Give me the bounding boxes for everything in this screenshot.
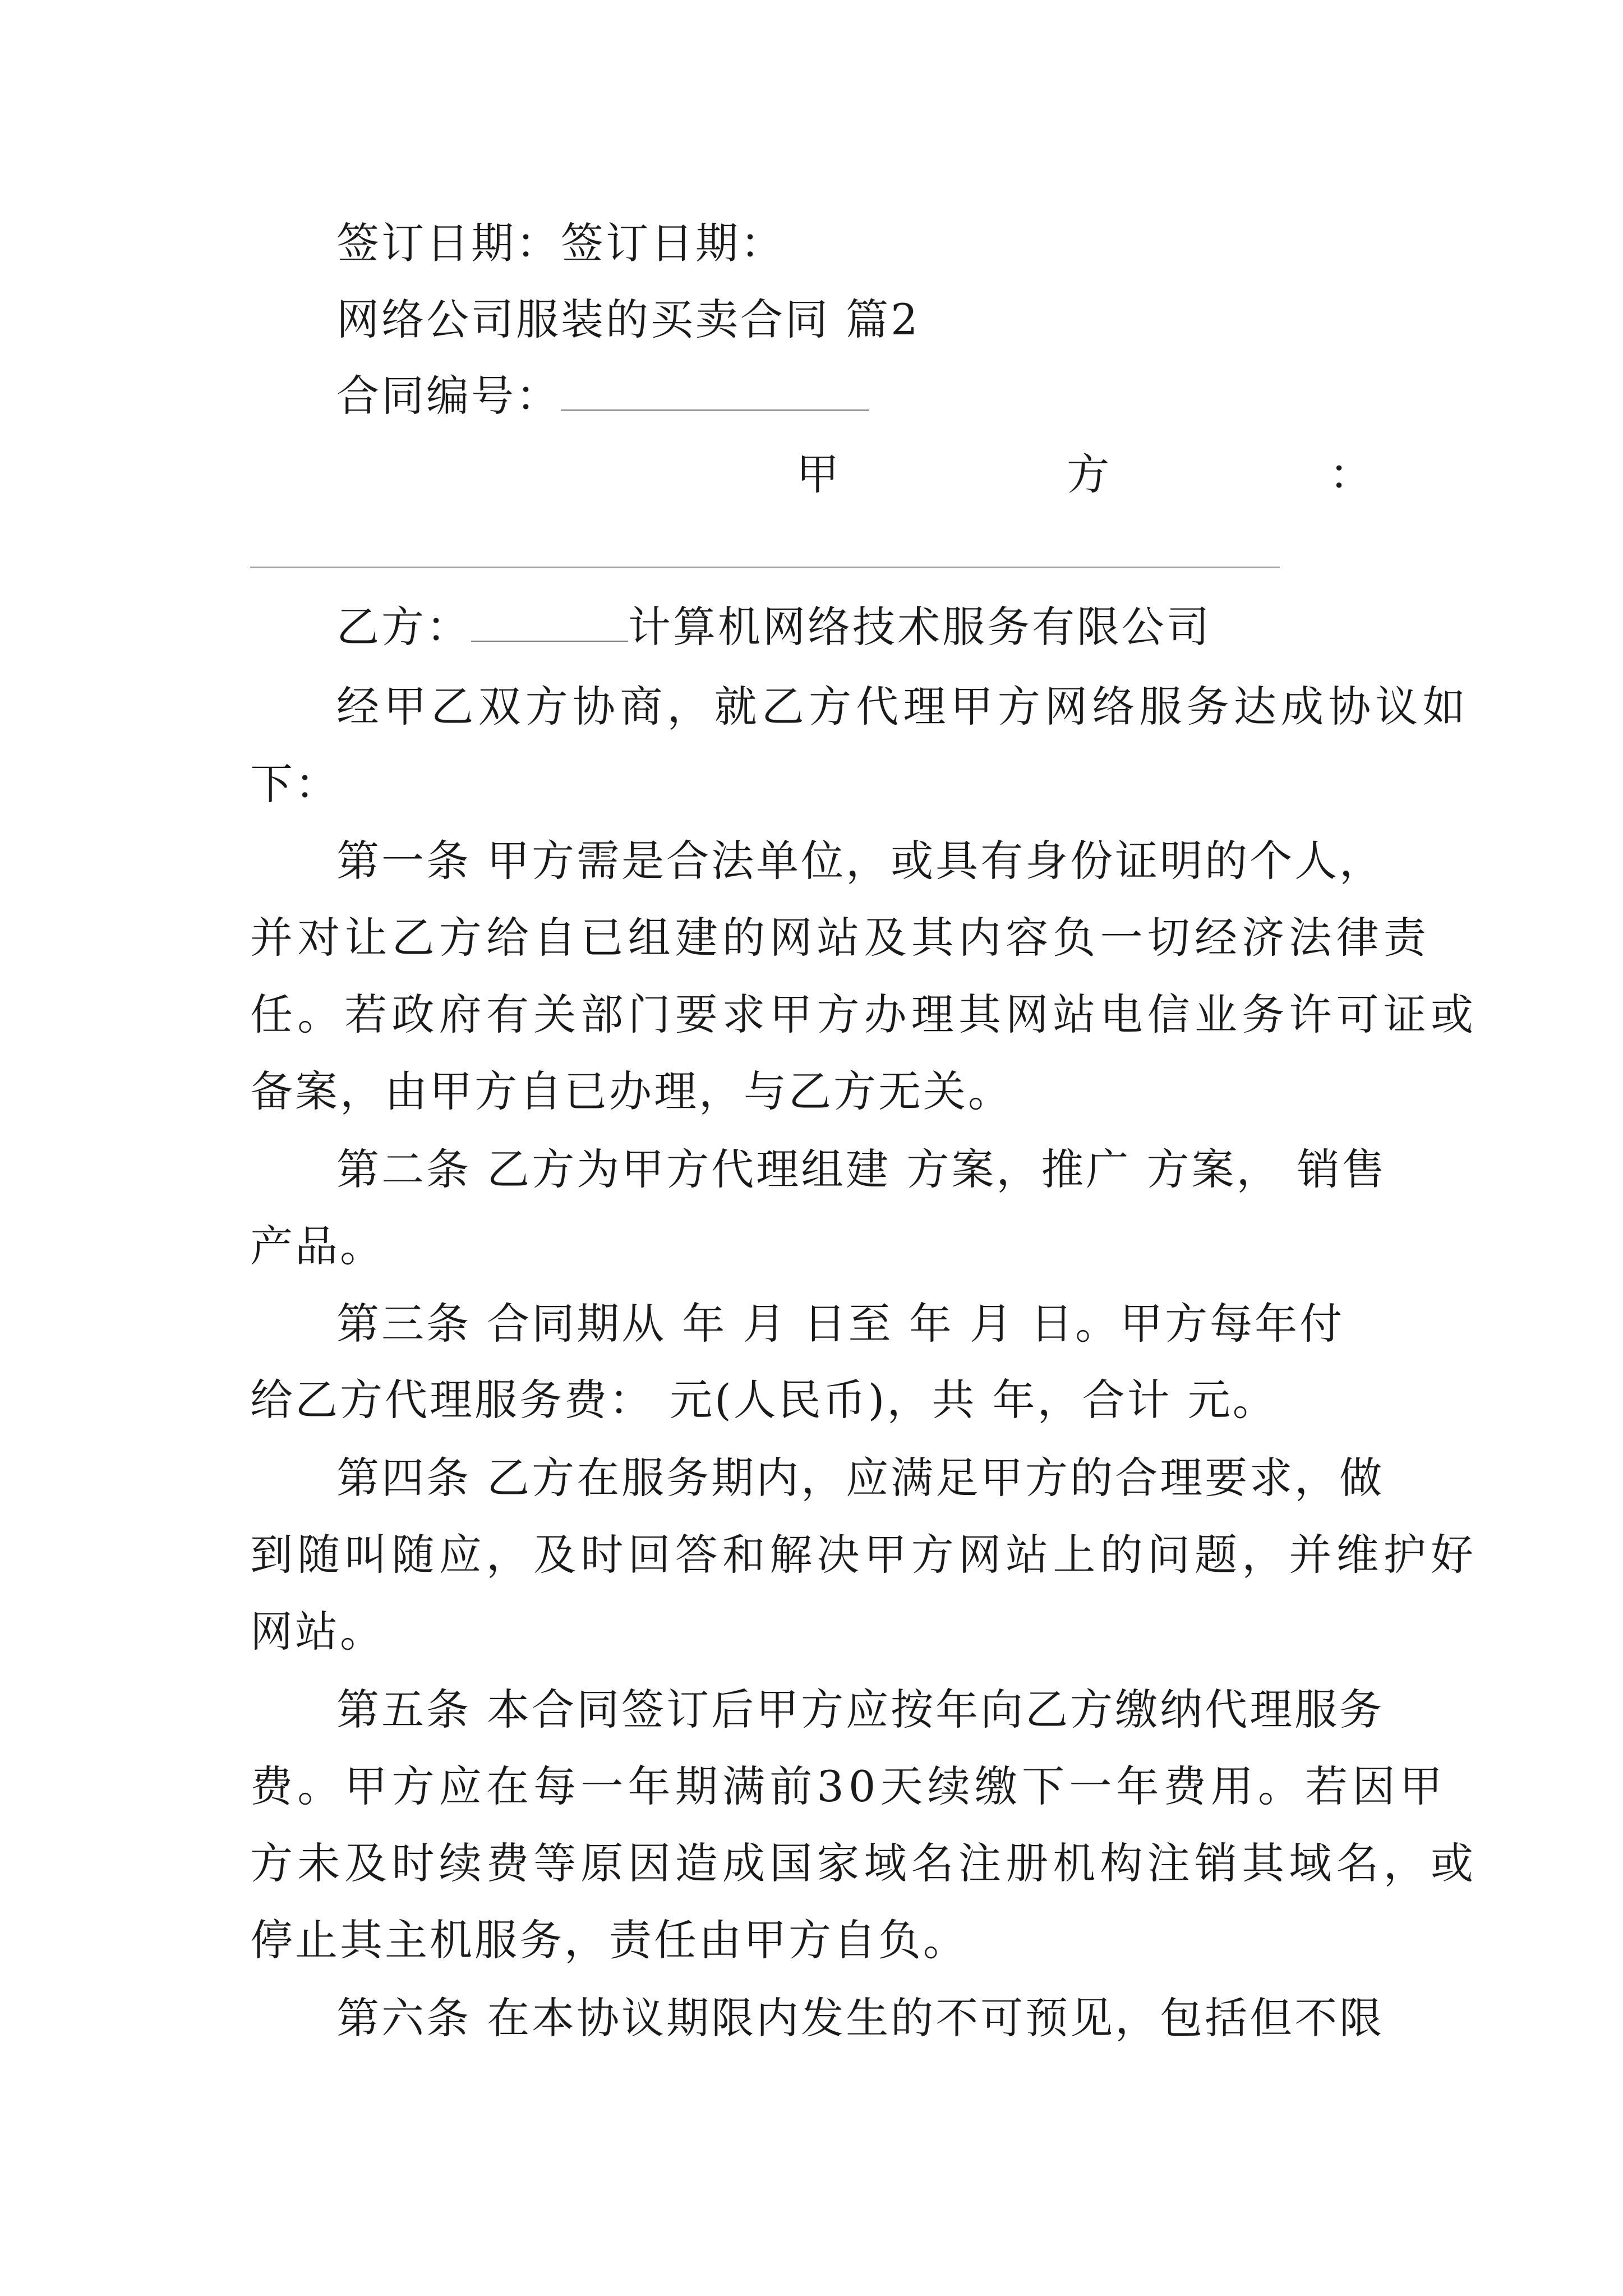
party-b-name: 计算机网络技术服务有限公司 [628,602,1211,652]
article-1-line-4: 备案，由甲方自已办理，与乙方无关。 [250,1066,1013,1116]
article-3-line-1: 第三条 合同期从 年 月 日至 年 月 日。甲方每年付 [336,1299,1345,1349]
article-5-line-2: 费。甲方应在每一年期满前30天续缴下一年费用。若因甲 [250,1761,1447,1811]
party-b-blank [471,607,628,642]
article-1-line-3: 任。若政府有关部门要求甲方办理其网站电信业务许可证或 [250,990,1478,1039]
sign-date-line: 签订日期：签订日期： [336,218,785,268]
party-a-label-char-2: 方 [1067,449,1109,499]
party-a-label-colon: ： [1329,449,1372,499]
party-b-line [336,602,1211,652]
party-a-blank-line [250,567,1280,568]
article-4-line-1: 第四条 乙方在服务期内，应满足甲方的合理要求，做 [336,1453,1385,1503]
contract-number-line [336,371,869,421]
contract-number-label: 合同编号： [336,371,561,421]
article-5-line-1: 第五条 本合同签订后甲方应按年向乙方缴纳代理服务 [336,1685,1385,1734]
article-2-line-1: 第二条 乙方为甲方代理组建 方案，推广 方案， 销售 [336,1144,1387,1194]
article-5-line-4: 停止其主机服务，责任由甲方自负。 [250,1915,968,1965]
article-6-line-1: 第六条 在本协议期限内发生的不可预见，包括但不限 [336,1993,1385,2043]
article-5-line-3: 方未及时续费等原因造成国家域名注册机构注销其域名，或 [250,1838,1478,1888]
intro-line-1: 经甲乙双方协商，就乙方代理甲方网络服务达成协议如 [336,682,1470,731]
intro-line-2: 下： [250,759,340,809]
article-4-line-2: 到随叫随应，及时回答和解决甲方网站上的问题，并维护好 [250,1530,1478,1580]
article-4-line-3: 网站。 [250,1607,385,1657]
article-1-line-2: 并对让乙方给自已组建的网站及其内容负一切经济法律责 [250,913,1431,963]
article-1-line-1: 第一条 甲方需是合法单位，或具有身份证明的个人， [336,836,1385,886]
article-3-line-2: 给乙方代理服务费： 元(人民币)，共 年，合计 元。 [250,1375,1278,1425]
party-a-label-char-1: 甲 [796,449,839,499]
party-b-label: 乙方： [336,602,471,652]
contract-number-blank [561,376,869,411]
article-2-line-2: 产品。 [250,1221,385,1271]
contract-title: 网络公司服装的买卖合同 篇2 [336,295,920,344]
